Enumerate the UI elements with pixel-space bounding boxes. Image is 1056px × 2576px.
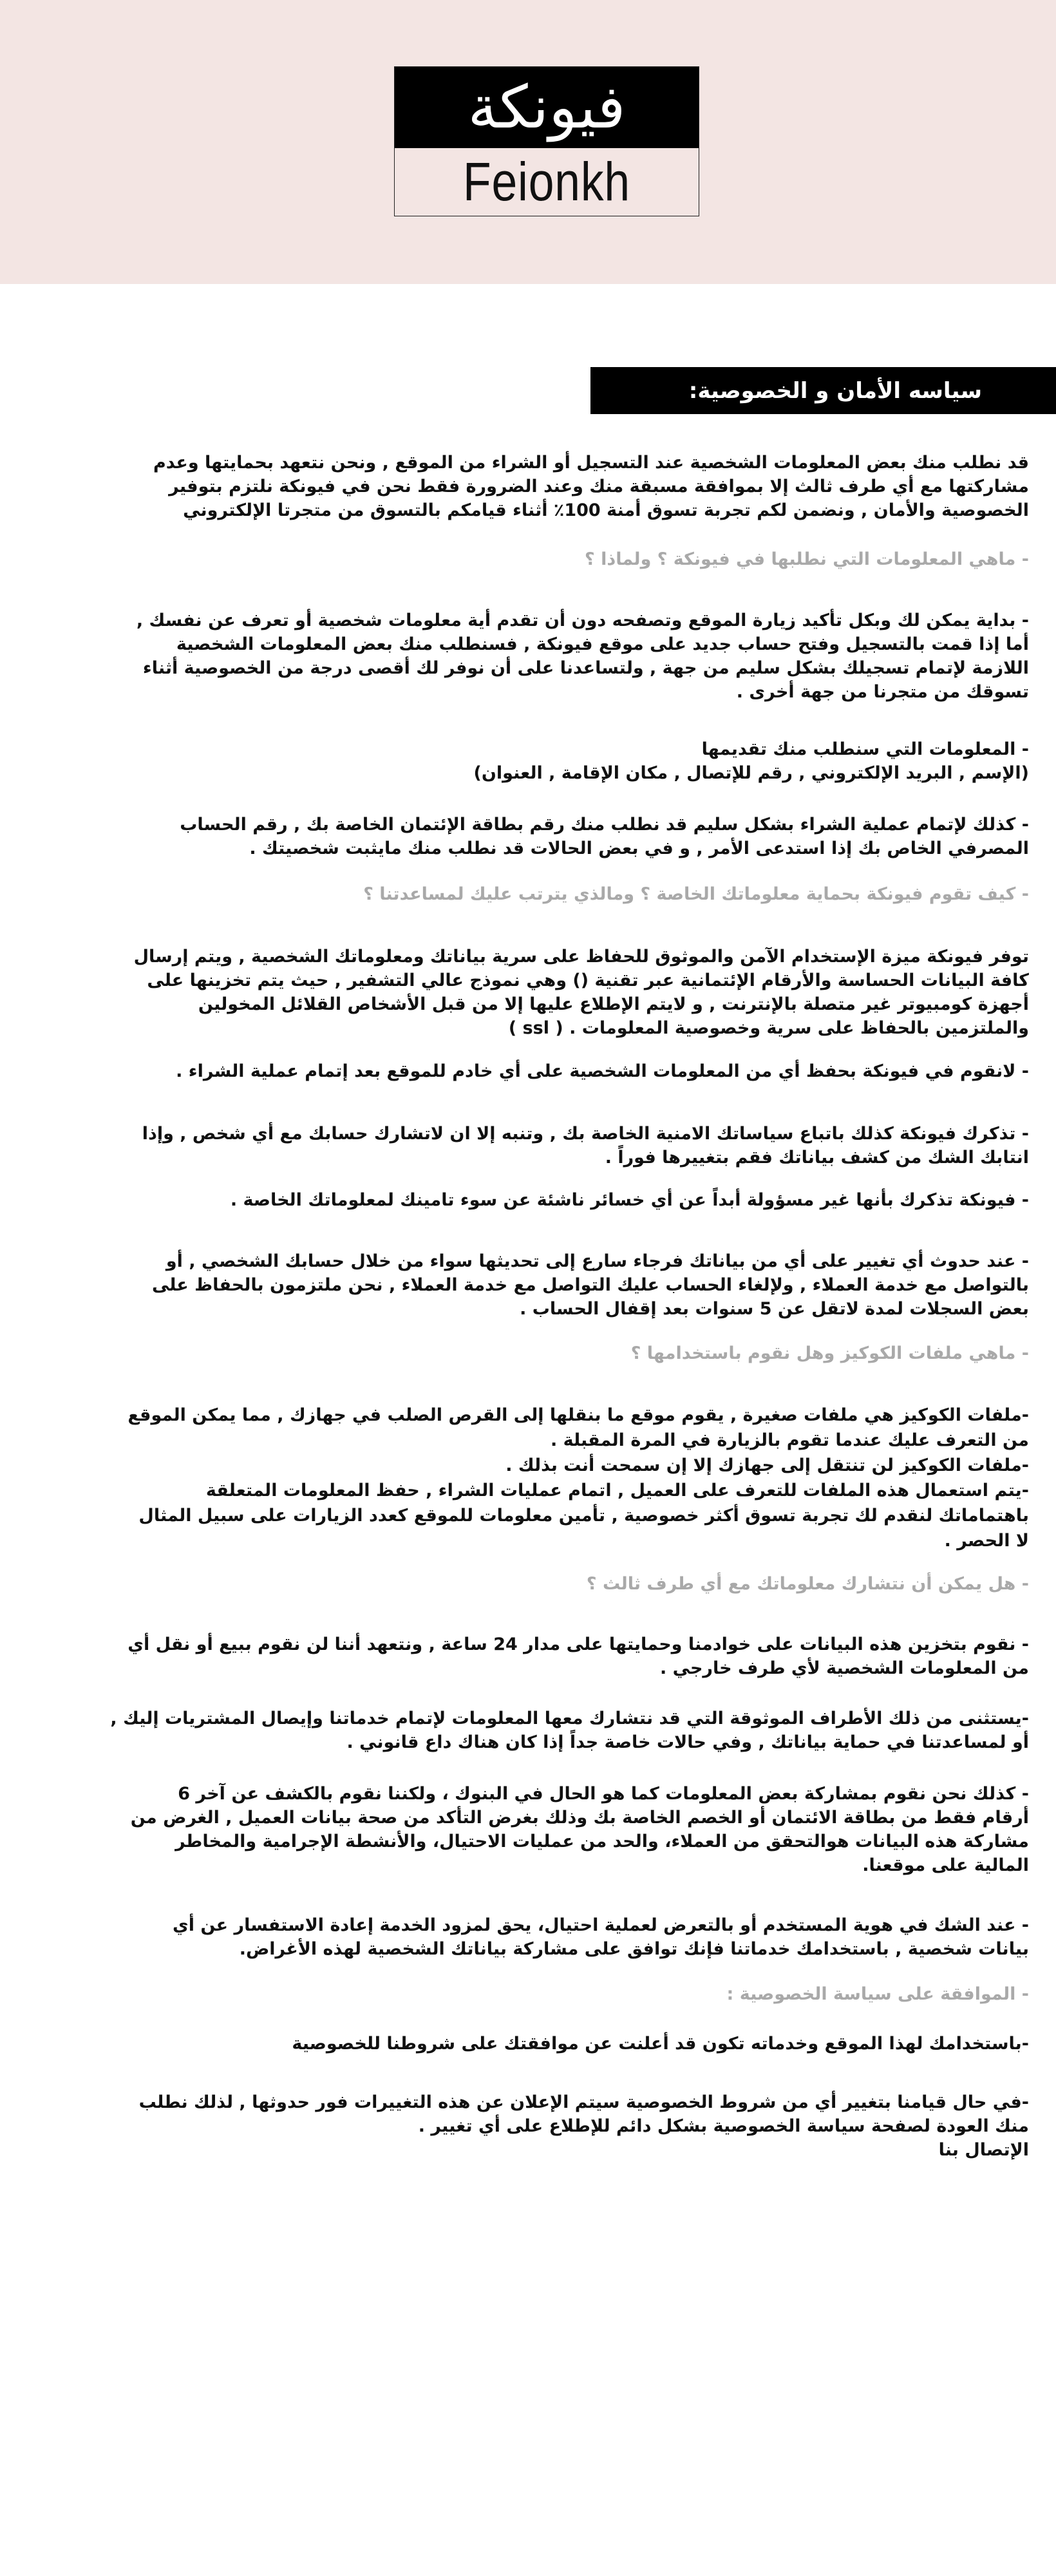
text-line: - بداية يمكن لك وبكل تأكيد زيارة الموقع وتصفحه دون أن تقدم أية معلومات شخصية أو تعرف عن نفسك , [136, 611, 1029, 630]
text-line: -باستخدامك لهذا الموقع وخدماته تكون قد أعلنت عن موافقتك على شروطنا للخصوصية [292, 2034, 1029, 2054]
text-line: أجهزة كومبيوتر غير متصلة بالإنترنت , و لايتم الإطلاع عليها إلا من قبل الأشخاص القلائل المخولين [198, 994, 1029, 1014]
text-line: (الإسم , البريد الإلكتروني , رقم للإتصال , مكان الإقامة , العنوان) [473, 763, 1029, 783]
policy-paragraph [70, 1913, 1029, 1961]
section-heading [70, 547, 1029, 571]
contact-us-link[interactable]: الإتصال بنا [938, 2140, 1029, 2160]
policy-paragraph [70, 2090, 1029, 2162]
text-line: - كذلك نحن نقوم بمشاركة بعض المعلومات كما هو الحال في البنوك ، ولكننا نقوم بالكشف عن آخر 6 [178, 1784, 1029, 1804]
policy-paragraph [70, 1707, 1029, 1754]
text-line: توفر فيونكة ميزة الإستخدام الآمن والموثوق للحفاظ على سرية بياناتك ومعلوماتك الشخصية , ويتم إرسال [133, 947, 1029, 967]
header-banner [0, 0, 1056, 284]
policy-paragraph [70, 1059, 1029, 1083]
text-line: اللازمة لإتمام تسجيلك بشكل سليم من جهة , ولتساعدنا على أن نوفر لك أقصى درجة من الخصوصية أثناء [142, 658, 1029, 678]
policy-paragraph [70, 609, 1029, 704]
section-heading [70, 1572, 1029, 1596]
text-line: - كذلك لإتمام عملية الشراء بشكل سليم قد نطلب منك رقم بطاقة الإئتمان الخاصة بك , رقم الحساب [180, 815, 1029, 835]
text-line: المصرفي الخاص بك إذا استدعى الأمر , و في بعض الحالات قد نطلب منك مايثبت شخصيتك . [249, 838, 1029, 858]
text-line: - هل يمكن أن نتشارك معلوماتك مع أي طرف ثالث ؟ [586, 1574, 1029, 1594]
text-line: -يستثنى من ذلك الأطراف الموثوقة التي قد نتشارك معها المعلومات لإتمام خدماتنا وإيصال المشتريات إليك , [110, 1709, 1029, 1728]
text-line: انتابك الشك من كشف بياناتك فقم بتغييرها فوراً . [605, 1148, 1029, 1168]
text-line: - ماهي المعلومات التي نطلبها في فيونكة ؟ ولماذا ؟ [585, 549, 1029, 569]
text-line: - المعلومات التي سنطلب منك تقديمها [701, 739, 1029, 759]
text-line: بعض السجلات لمدة لاتقل عن 5 سنوات بعد إقفال الحساب . [520, 1299, 1029, 1319]
text-line: مشاركتها مع أي طرف ثالث إلا بموافقة مسبقة منك وعند الضرورة فقط نحن في فيونكة نلتزم بتوفير [169, 477, 1029, 497]
logo-arabic-text: فيونكة [395, 67, 699, 148]
text-line: - الموافقة على سياسة الخصوصية : [726, 1984, 1029, 2004]
page-title [590, 367, 1056, 414]
text-line: -في حال قيامنا بتغيير أي من شروط الخصوصية سيتم الإعلان عن هذه التغييرات فور حدوثها , لذلك نطلب [138, 2092, 1029, 2112]
policy-paragraph [70, 451, 1029, 522]
text-line: المالية على موقعنا. [862, 1855, 1029, 1875]
policy-paragraph [70, 1122, 1029, 1170]
text-line: بيانات شخصية , باستخدامك خدماتنا فإنك توافق على مشاركة بياناتك الشخصية لهذه الأغراض. [239, 1939, 1029, 1959]
text-line: من التعرف عليك عندما تقوم بالزيارة في المرة المقبلة . [550, 1430, 1029, 1450]
section-heading [70, 882, 1029, 906]
text-line: مشاركة هذه البيانات هوالتحقق من العملاء، والحد من عمليات الاحتيال، والأنشطة الإجرامية والمخاطر [175, 1832, 1029, 1852]
text-line: -ملفات الكوكيز لن تنتقل إلى جهازك إلا إن سمحت أنت بذلك . [505, 1455, 1029, 1475]
policy-paragraph [70, 737, 1029, 785]
text-line: - عند حدوث أي تغيير على أي من بياناتك فرجاء سارع إلى تحديثها سواء من خلال حسابك الشخصي , أو [165, 1251, 1029, 1271]
policy-paragraph [70, 1188, 1029, 1212]
policy-paragraph [70, 2032, 1029, 2056]
text-line: قد نطلب منك بعض المعلومات الشخصية عند التسجيل أو الشراء من الموقع , ونحن نتعهد بحمايتها وعدم [153, 453, 1029, 473]
text-line: كافة البيانات الحساسة والأرقام الإئتمانية عبر تقنية () وهي نموذج عالي التشفير , حيث يتم تخزينها على [147, 971, 1029, 990]
text-line: - فيونكة تذكرك بأنها غير مسؤولة أبداً عن أي خسائر ناشئة عن سوء تامينك لمعلوماتك الخاصة . [230, 1190, 1029, 1210]
text-line: بالتواصل مع خدمة العملاء , ولإلغاء الحساب عليك التواصل مع خدمة العملاء , نحن ملتزمون بالحفاظ على [151, 1275, 1029, 1295]
text-line: باهتماماتك لنقدم لك تجربة تسوق أكثر خصوصية , تأمين معلومات للموقع كعدد الزيارات على سبيل المثال [138, 1506, 1029, 1526]
text-line: أرقام فقط من بطاقة الائتمان أو الخصم الخاصة بك وذلك بغرض التأكد من صحة بيانات العميل , الغرض من [130, 1808, 1029, 1828]
page-title-text: سياسه الأمان و الخصوصية: [688, 377, 982, 404]
text-line: - كيف تقوم فيونكة بحماية معلوماتك الخاصة ؟ ومالذي يترتب عليك لمساعدتنا ؟ [363, 884, 1029, 904]
policy-paragraph [70, 813, 1029, 860]
text-line: أو لمساعدتنا في حماية بياناتك , وفي حالات خاصة جداً إذا كان هناك داع قانوني . [346, 1732, 1029, 1752]
policy-paragraph [70, 1782, 1029, 1877]
policy-paragraph [70, 945, 1029, 1040]
section-heading [70, 1341, 1029, 1365]
section-heading [70, 1982, 1029, 2006]
brand-logo[interactable] [394, 66, 699, 216]
policy-paragraph [70, 1633, 1029, 1680]
text-line: الخصوصية والأمان , ونضمن لكم تجربة تسوق أمنة 100٪ أثناء قيامكم بالتسوق من متجرتا الإلكتروني [183, 500, 1029, 520]
policy-paragraph [70, 1249, 1029, 1321]
text-line: - ماهي ملفات الكوكيز وهل نقوم باستخدامها ؟ [630, 1343, 1029, 1363]
text-line: - تذكرك فيونكة كذلك باتباع سياساتك الامنية الخاصة بك , وتنبه إلا ان لاتشارك حسابك مع أي شخص , وإذا [142, 1124, 1029, 1144]
text-line: - عند الشك في هوية المستخدم أو بالتعرض لعملية احتيال، يحق لمزود الخدمة إعادة الاستفسار عن أي [172, 1915, 1029, 1935]
text-line: - لانقوم في فيونكة بحفظ أي من المعلومات الشخصية على أي خادم للموقع بعد إتمام عملية الشراء . [176, 1061, 1029, 1081]
text-line: لا الحصر . [944, 1531, 1029, 1551]
text-line: -يتم استعمال هذه الملفات للتعرف على العميل , اتمام عمليات الشراء , حفظ المعلومات المتعلقة [205, 1481, 1029, 1501]
text-line: أما إذا قمت بالتسجيل وفتح حساب جديد على موقع فيونكة , فسنطلب منك بعض المعلومات الشخصية [176, 634, 1029, 654]
text-line: -ملفات الكوكيز هي ملفات صغيرة , يقوم موقع ما بنقلها إلى القرص الصلب في جهازك , مما يمكن الموقع [127, 1405, 1029, 1425]
text-line: - نقوم بتخزين هذه البيانات على خوادمنا وحمايتها على مدار 24 ساعة , ونتعهد أننا لن نقوم ببيع أو نقل أي [127, 1634, 1029, 1654]
text-line: والملتزمين بالحفاظ على سرية وخصوصية المعلومات . ( ssl ) [508, 1018, 1029, 1038]
text-line: تسوقك من متجرنا من جهة أخرى . [736, 682, 1029, 702]
text-line: منك العودة لصفحة سياسة الخصوصية بشكل دائم للإطلاع على أي تغيير . [418, 2116, 1029, 2136]
text-line: من المعلومات الشخصية لأي طرف خارجي . [659, 1658, 1029, 1678]
logo-latin-text: Feionkh [463, 151, 630, 212]
policy-paragraph [70, 1403, 1029, 1553]
